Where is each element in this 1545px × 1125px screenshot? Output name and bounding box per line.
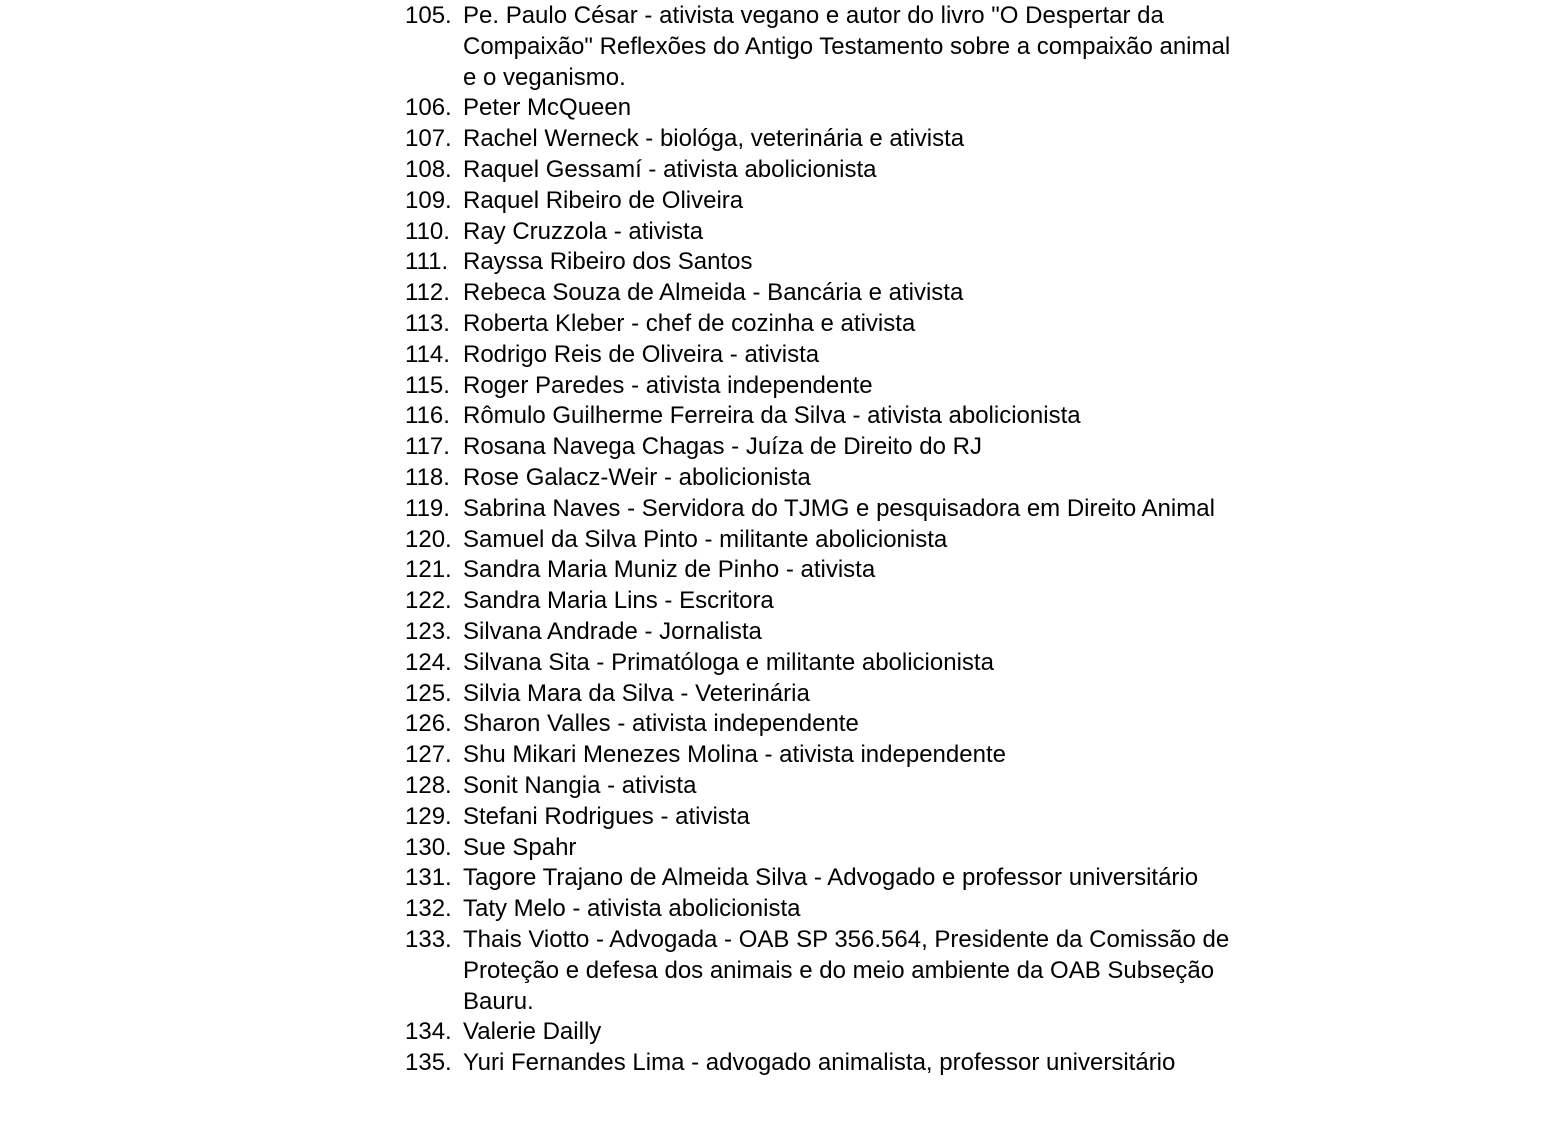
- item-text-line: Silvana Andrade - Jornalista: [463, 617, 762, 645]
- item-text: [463, 93, 1395, 124]
- item-text-line: Pe. Paulo César - ativista vegano e autor do livro "O Despertar da: [463, 2, 1164, 29]
- item-text-line: Rose Galacz-Weir - abolicionista: [463, 463, 811, 491]
- item-text-line: Rebeca Souza de Almeida - Bancária e ativista: [463, 279, 964, 307]
- item-text-line: Sonit Nangia - ativista: [463, 771, 697, 799]
- list-item: [405, 401, 1395, 432]
- list-item: [405, 586, 1395, 617]
- item-text-line: Peter McQueen: [463, 94, 632, 122]
- item-text-line: e o veganismo.: [463, 63, 626, 91]
- item-text-line: Valerie Dailly: [463, 1018, 602, 1046]
- item-text-line: Rosana Navega Chagas - Juíza de Direito do RJ: [463, 433, 982, 461]
- item-number: 133.: [405, 925, 452, 953]
- list-item: [405, 555, 1395, 586]
- item-number: 112.: [405, 279, 450, 307]
- item-text: [463, 401, 1395, 432]
- item-text-line: Rômulo Guilherme Ferreira da Silva - ativista abolicionista: [463, 402, 1081, 430]
- list-item: [405, 371, 1395, 402]
- item-number: 125.: [405, 679, 452, 707]
- list-item: [405, 1048, 1395, 1079]
- list-item: [405, 740, 1395, 771]
- list-item: [405, 863, 1395, 894]
- item-text: [463, 278, 1395, 309]
- item-text: [463, 925, 1395, 1017]
- item-text: [463, 525, 1395, 556]
- item-text: [463, 463, 1395, 494]
- item-text: [463, 247, 1395, 278]
- item-text-line: Sandra Maria Lins - Escritora: [463, 587, 774, 615]
- item-text: [463, 679, 1395, 710]
- item-text-line: Tagore Trajano de Almeida Silva - Advogado e professor universitário: [463, 864, 1199, 892]
- item-text-line: Samuel da Silva Pinto - militante abolicionista: [463, 525, 948, 553]
- list-item: [405, 679, 1395, 710]
- list-item: [405, 802, 1395, 833]
- list-item: [405, 1, 1395, 93]
- list-item: [405, 709, 1395, 740]
- item-text-line: Raquel Ribeiro de Oliveira: [463, 186, 744, 214]
- item-text-line: Sharon Valles - ativista independente: [463, 710, 859, 738]
- item-text-line: Sandra Maria Muniz de Pinho - ativista: [463, 556, 876, 584]
- list-item: [405, 894, 1395, 925]
- item-text-line: Sue Spahr: [463, 833, 577, 861]
- item-number: 124.: [405, 648, 452, 676]
- list-item: [405, 124, 1395, 155]
- list-item: [405, 278, 1395, 309]
- item-text-line: Rachel Werneck - biológa, veterinária e ativista: [463, 125, 965, 153]
- item-text-line: Bauru.: [463, 987, 534, 1015]
- item-text: [463, 1, 1395, 93]
- item-number: 134.: [405, 1018, 452, 1046]
- item-text-line: Proteção e defesa dos animais e do meio ambiente da OAB Subseção: [463, 956, 1215, 984]
- item-text: [463, 740, 1395, 771]
- item-number: 117.: [405, 433, 450, 461]
- item-number: 105.: [405, 2, 452, 29]
- item-number: 120.: [405, 525, 452, 553]
- list-item: [405, 525, 1395, 556]
- list-item: [405, 247, 1395, 278]
- item-text: [463, 124, 1395, 155]
- item-number: 132.: [405, 895, 452, 923]
- item-number: 135.: [405, 1049, 452, 1077]
- item-text-line: Thais Viotto - Advogada - OAB SP 356.564, Presidente da Comissão de: [463, 925, 1230, 953]
- list-item: [405, 463, 1395, 494]
- item-text: [463, 617, 1395, 648]
- list-item: [405, 93, 1395, 124]
- item-text-line: Silvana Sita - Primatóloga e militante abolicionista: [463, 648, 994, 676]
- list-item: [405, 648, 1395, 679]
- item-number: 129.: [405, 802, 452, 830]
- item-text-line: Raquel Gessamí - ativista abolicionista: [463, 155, 877, 183]
- item-text: [463, 1017, 1395, 1048]
- item-text: [463, 894, 1395, 925]
- item-text-line: Yuri Fernandes Lima - advogado animalista, professor universitário: [463, 1049, 1176, 1077]
- item-text: [463, 340, 1395, 371]
- item-text-line: Rodrigo Reis de Oliveira - ativista: [463, 340, 820, 368]
- item-text: [463, 1048, 1395, 1079]
- item-text: [463, 309, 1395, 340]
- item-number: 107.: [405, 125, 452, 153]
- item-text-line: Rayssa Ribeiro dos Santos: [463, 248, 753, 276]
- item-text: [463, 833, 1395, 864]
- item-number: 113.: [405, 309, 450, 337]
- item-text: [463, 494, 1395, 525]
- list-item: [405, 309, 1395, 340]
- list-item: [405, 155, 1395, 186]
- item-number: 110.: [405, 217, 450, 245]
- list-item: [405, 432, 1395, 463]
- item-number: 123.: [405, 617, 452, 645]
- list-item: [405, 217, 1395, 248]
- item-number: 122.: [405, 587, 452, 615]
- item-number: 118.: [405, 463, 450, 491]
- item-text: [463, 771, 1395, 802]
- list-item: [405, 340, 1395, 371]
- item-text-line: Shu Mikari Menezes Molina - ativista independente: [463, 741, 1006, 769]
- item-text: [463, 217, 1395, 248]
- item-number: 109.: [405, 186, 452, 214]
- item-number: 108.: [405, 155, 452, 183]
- item-text: [463, 648, 1395, 679]
- item-text: [463, 371, 1395, 402]
- item-number: 126.: [405, 710, 452, 738]
- item-number: 131.: [405, 864, 452, 892]
- item-text-line: Stefani Rodrigues - ativista: [463, 802, 750, 830]
- item-text: [463, 863, 1395, 894]
- item-text-line: Compaixão" Reflexões do Antigo Testamento sobre a compaixão animal: [463, 32, 1231, 60]
- item-text: [463, 432, 1395, 463]
- item-number: 119.: [405, 494, 450, 522]
- list-item: [405, 494, 1395, 525]
- list-item: [405, 617, 1395, 648]
- list-item: [405, 925, 1395, 1017]
- list-item: [405, 771, 1395, 802]
- item-text-line: Sabrina Naves - Servidora do TJMG e pesquisadora em Direito Animal: [463, 494, 1215, 522]
- item-text: [463, 555, 1395, 586]
- item-text: [463, 586, 1395, 617]
- item-number: 128.: [405, 771, 452, 799]
- item-number: 115.: [405, 371, 450, 399]
- item-number: 116.: [405, 402, 450, 430]
- item-text: [463, 709, 1395, 740]
- signatory-list: [405, 1, 1395, 1079]
- item-text-line: Roberta Kleber - chef de cozinha e ativista: [463, 309, 916, 337]
- item-number: 121.: [405, 556, 452, 584]
- item-text-line: Ray Cruzzola - ativista: [463, 217, 704, 245]
- item-text-line: Taty Melo - ativista abolicionista: [463, 895, 801, 923]
- item-number: 111.: [405, 248, 449, 276]
- list-item: [405, 833, 1395, 864]
- item-text: [463, 155, 1395, 186]
- item-number: 130.: [405, 833, 452, 861]
- item-number: 114.: [405, 340, 450, 368]
- item-number: 106.: [405, 94, 452, 122]
- list-item: [405, 1017, 1395, 1048]
- item-text-line: Silvia Mara da Silva - Veterinária: [463, 679, 810, 707]
- item-text-line: Roger Paredes - ativista independente: [463, 371, 873, 399]
- item-number: 127.: [405, 741, 452, 769]
- list-item: [405, 186, 1395, 217]
- item-text: [463, 186, 1395, 217]
- item-text: [463, 802, 1395, 833]
